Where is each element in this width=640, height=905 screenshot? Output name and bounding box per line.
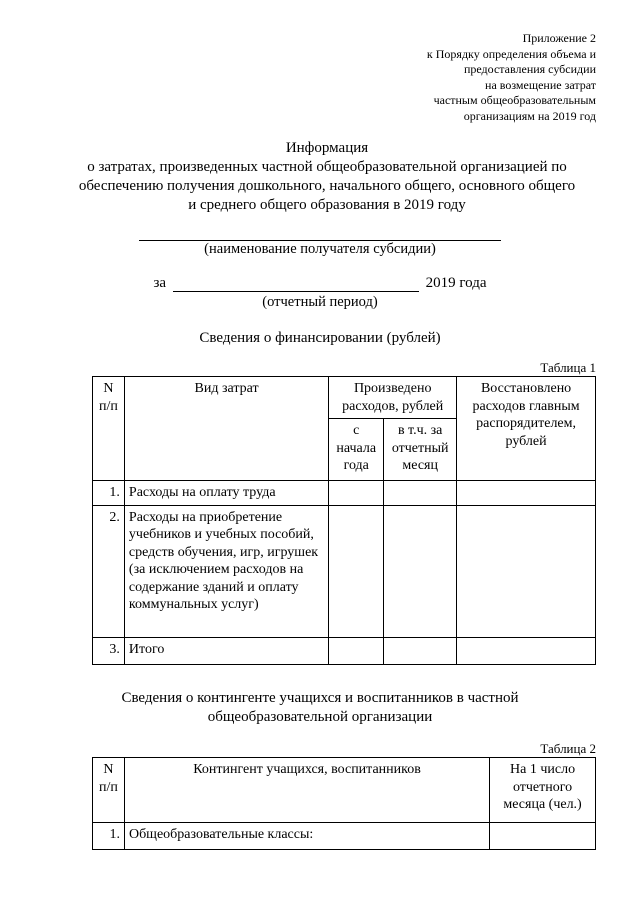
appendix-line: Приложение 2 [522,31,596,45]
empty-cell [384,505,457,637]
appendix-line: частным общеобразовательным [433,93,596,107]
empty-cell [384,481,457,506]
empty-cell [457,505,596,637]
table2-label: Таблица 2 [540,741,596,756]
row-num: 1. [93,823,125,850]
appendix-line: предоставления субсидии [463,62,596,76]
contingent-table [92,757,596,850]
header-in-month: в т.ч. за отчетный месяц [384,419,457,481]
header-count: На 1 число отчетного месяца (чел.) [490,758,596,823]
table-row [93,823,596,850]
header-restored: Восстановлено расходов главным распорядителем, рублей [457,377,596,481]
empty-cell [329,481,384,506]
header-produced: Произведено расходов, рублей [329,377,457,419]
table-row [93,505,596,637]
section2-title-line: Сведения о контингенте учащихся и воспитанников в частной [121,690,519,706]
document-title: Информация [285,140,369,156]
table1-label: Таблица 1 [540,360,596,375]
row-num: 3. [93,637,125,664]
period-underline [173,290,419,292]
empty-cell [329,637,384,664]
appendix-line: организациям на 2019 год [463,108,596,123]
heading-line: обеспечению получения дошкольного, начального общего, основного общего [78,178,576,194]
table-row [93,637,596,664]
period-line [0,275,640,292]
recipient-blank [0,224,640,241]
recipient-caption: (наименование получателя субсидии) [204,241,436,257]
row-num: 1. [93,481,125,506]
header-from-start: с начала года [329,419,384,481]
row-text: Расходы на оплату труда [124,481,328,506]
financing-table [92,376,596,665]
heading-line: и среднего общего образования в 2019 году [188,197,466,213]
section2-title-line: общеобразовательной организации [207,709,433,725]
appendix-note [356,31,596,124]
table-header-row [93,758,596,823]
period-suffix: 2019 года [425,275,487,291]
row-text: Итого [124,637,328,664]
appendix-line: к Порядку определения объема и [426,46,596,61]
header-num: N п/п [93,377,125,481]
header-num: N п/п [93,758,125,823]
appendix-line: на возмещение затрат [485,77,596,92]
header-type: Вид затрат [124,377,328,481]
period-prefix: за [153,275,167,291]
table-row [93,481,596,506]
period-caption: (отчетный период) [262,294,378,310]
section1-title: Сведения о финансировании (рублей) [199,330,441,346]
empty-cell [490,823,596,850]
empty-cell [457,637,596,664]
row-text: Расходы на приобретение учебников и учебных пособий, средств обучения, игр, игрушек (за исключением расходов на содержание зданий и оплату коммунальных услуг) [124,505,328,637]
header-contingent: Контингент учащихся, воспитанников [124,758,489,823]
section2-title [0,689,640,727]
empty-cell [457,481,596,506]
table-header-row [93,377,596,419]
row-text: Общеобразовательные классы: [124,823,489,850]
document-heading [52,139,602,215]
row-num: 2. [93,505,125,637]
empty-cell [384,637,457,664]
empty-cell [329,505,384,637]
heading-line: о затратах, произведенных частной общеобразовательной организацией по [87,159,567,175]
